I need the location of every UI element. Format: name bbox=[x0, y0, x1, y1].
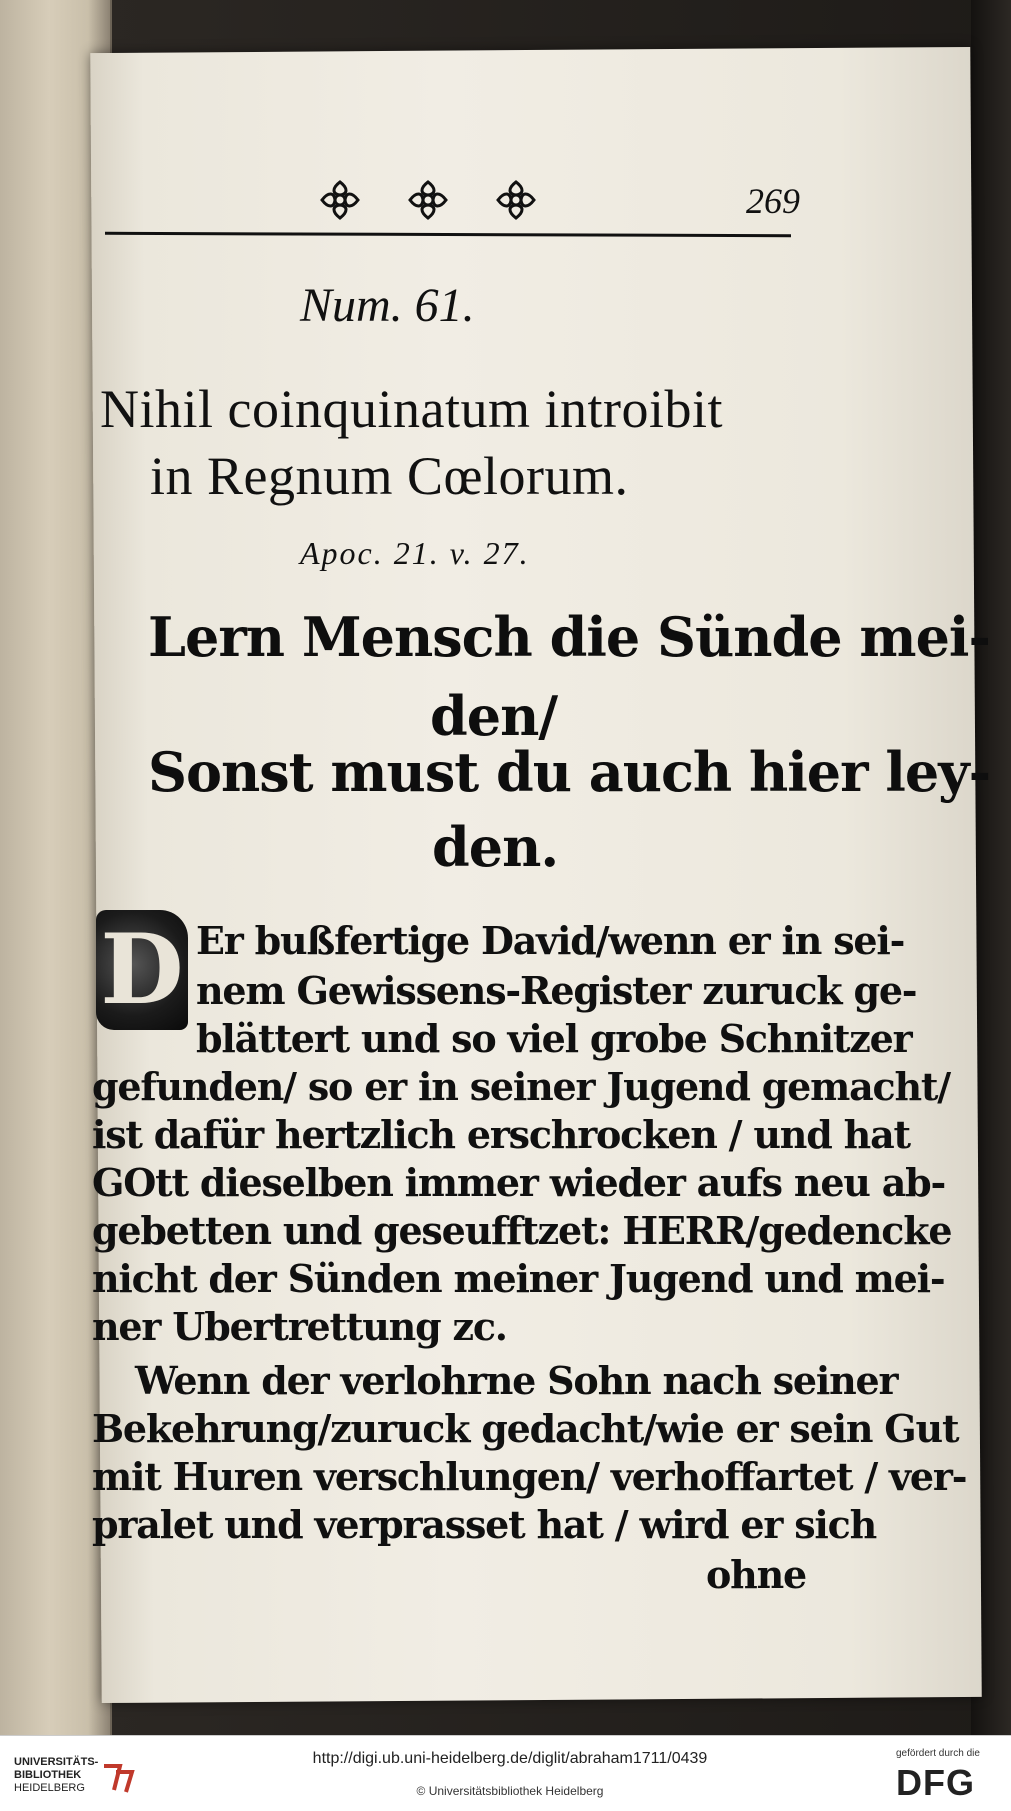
body-line: Bekehrung/zuruck gedacht/wie er sein Gut bbox=[92, 1406, 959, 1451]
latin-title-line: in Regnum Cœlorum. bbox=[150, 446, 629, 506]
number-heading: Num. 61. bbox=[300, 279, 475, 332]
permalink-url[interactable]: http://digi.ub.uni-heidelberg.de/diglit/abraham1711/0439 bbox=[312, 1750, 708, 1767]
scripture-reference: Apoc. 21. v. 27. bbox=[300, 535, 530, 571]
german-title-line: Sonst must du auch hier ley- bbox=[148, 740, 991, 804]
copyright-notice: © Universitätsbibliothek Heidelberg bbox=[416, 1784, 604, 1798]
library-name-line: UNIVERSITÄTS- bbox=[14, 1756, 99, 1768]
body-line: Wenn der verlohrne Sohn nach seiner bbox=[135, 1358, 898, 1403]
body-line: nicht der Sünden meiner Jugend und mei- bbox=[92, 1256, 945, 1301]
funding-note: gefördert durch die bbox=[896, 1748, 980, 1759]
body-line: pralet und verprasset hat / wird er sich bbox=[92, 1502, 877, 1547]
fleuron-icon bbox=[406, 178, 450, 222]
body-line: mit Huren verschlungen/ verhoffartet / ver- bbox=[92, 1454, 967, 1499]
latin-title-line: Nihil coinquinatum introibit bbox=[100, 379, 723, 439]
catchword: ohne bbox=[706, 1552, 806, 1597]
library-mark-icon bbox=[100, 1758, 136, 1794]
body-line: ner Ubertrettung zc. bbox=[92, 1304, 507, 1349]
body-line: gebetten und geseufftzet: HERR/gedencke bbox=[92, 1208, 952, 1253]
page-number: 269 bbox=[746, 181, 800, 221]
viewer-footer bbox=[0, 1735, 1011, 1811]
body-line: nem Gewissens-Register zuruck ge- bbox=[196, 968, 917, 1013]
german-title-line: den/ bbox=[430, 684, 558, 748]
fleuron-icon bbox=[318, 178, 362, 222]
library-name-line: BIBLIOTHEK bbox=[14, 1769, 82, 1781]
german-title-line: Lern Mensch die Sünde mei- bbox=[148, 605, 990, 669]
body-line: ist dafür hertzlich erschrocken / und hat bbox=[92, 1112, 910, 1157]
library-name-line: HEIDELBERG bbox=[14, 1782, 85, 1794]
header-rule bbox=[105, 232, 791, 237]
drop-cap-initial: D bbox=[96, 910, 188, 1030]
body-line: gefunden/ so er in seiner Jugend gemacht/ bbox=[92, 1064, 950, 1109]
german-title-line: den. bbox=[432, 815, 559, 879]
fleuron-icon bbox=[494, 178, 538, 222]
dfg-logo[interactable]: DFG bbox=[896, 1762, 975, 1803]
body-line: Er bußfertige David/wenn er in sei- bbox=[196, 918, 905, 963]
header-ornaments bbox=[318, 175, 538, 225]
body-line: blättert und so viel grobe Schnitzer bbox=[196, 1016, 912, 1061]
body-line: GOtt dieselben immer wieder aufs neu ab- bbox=[92, 1160, 946, 1205]
